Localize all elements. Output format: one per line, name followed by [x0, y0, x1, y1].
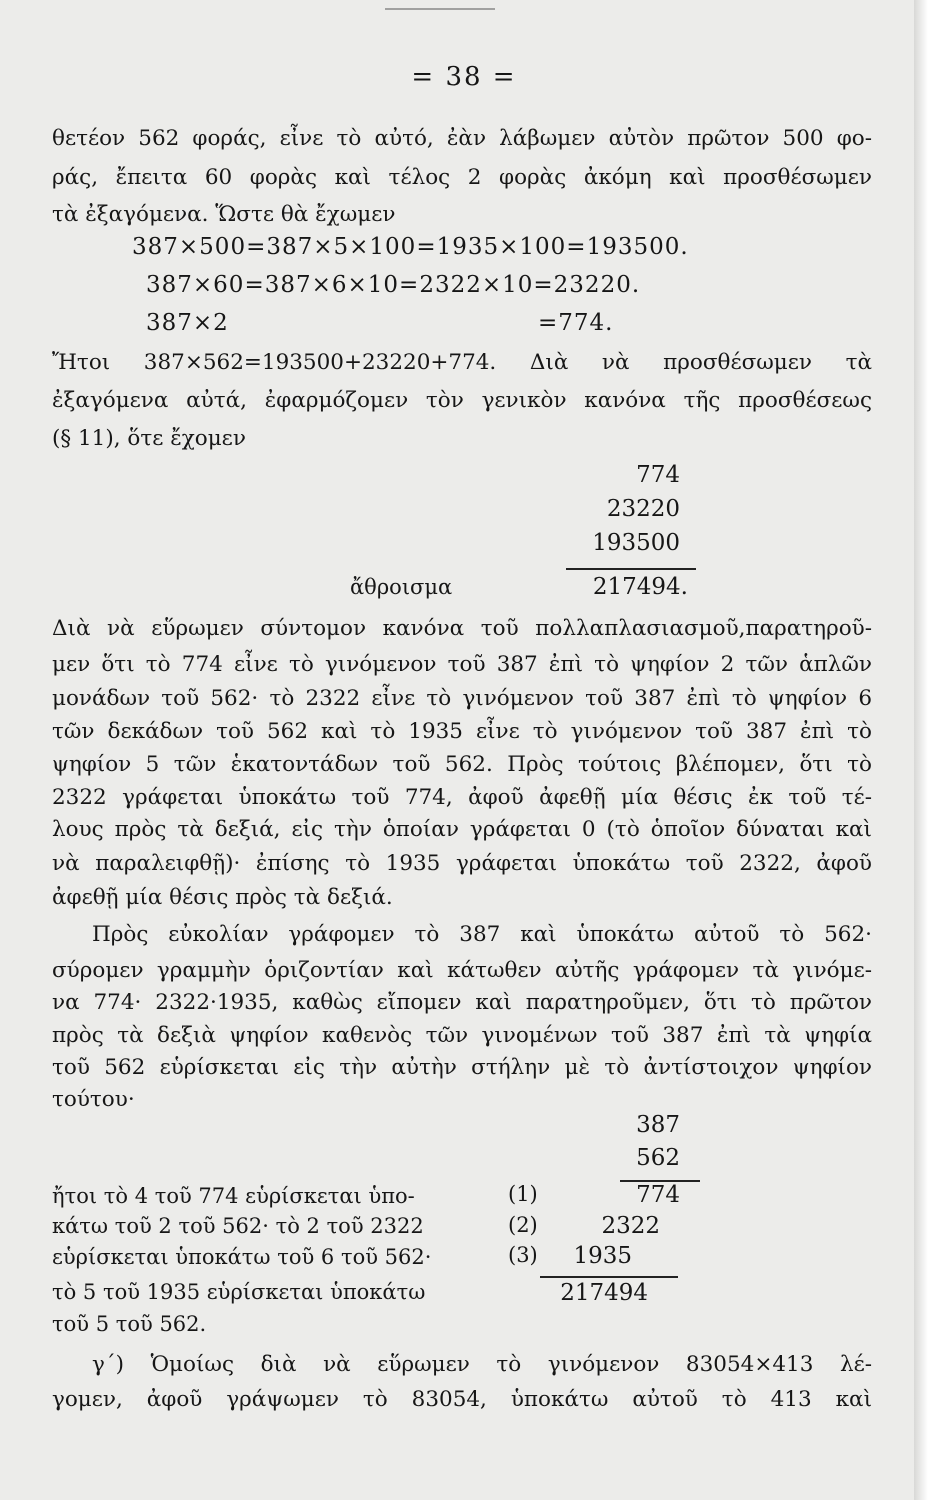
text-line: γομεν, ἀφοῦ γράψωμεν τὸ 83054, ὑποκάτω αὐτοῦ τὸ 413 καὶ	[52, 1387, 872, 1412]
text-line: (§ 11), ὅτε ἔχομεν	[52, 426, 246, 451]
text-line: τῶν δεκάδων τοῦ 562 καὶ τὸ 1935 εἶνε τὸ γινόμενον τοῦ 387 ἐπὶ τὸ	[52, 719, 872, 744]
equation: 387×60=387×6×10=2322×10=23220.	[146, 272, 641, 298]
marker: (2)	[508, 1213, 538, 1237]
text-line: 2322 γράφεται ὑποκάτω τοῦ 774, ἀφοῦ ἀφεθῇ μία θέσις ἐκ τοῦ τέ-	[52, 785, 872, 810]
equation: 387×500=387×5×100=1935×100=193500.	[132, 234, 689, 260]
partial-product: 2322	[601, 1213, 660, 1239]
text-line: θετέον 562 φοράς, εἶνε τὸ αὐτό, ἐὰν λάβωμεν αὐτὸν πρῶτον 500 φο-	[52, 126, 872, 151]
addend: 23220	[606, 496, 680, 522]
text-line: λους πρὸς τὰ δεξιά, εἰς τὴν ὁποίαν γράφεται 0 (τὸ ὁποῖον δύναται καὶ	[52, 817, 872, 842]
note-line: τοῦ 5 τοῦ 562.	[52, 1312, 207, 1336]
marker: (3)	[508, 1243, 538, 1267]
text-line: ψηφίον 5 τῶν ἑκατοντάδων τοῦ 562. Πρὸς τούτοις βλέπομεν, ὅτι τὸ	[52, 752, 872, 777]
marker: (1)	[508, 1182, 538, 1206]
text-line: ἀφεθῇ μία θέσις πρὸς τὰ δεξιά.	[52, 885, 393, 910]
note-line: κάτω τοῦ 2 τοῦ 562· τὸ 2 τοῦ 2322	[52, 1214, 424, 1238]
text-line: νὰ παραλειφθῇ)· ἐπίσης τὸ 1935 γράφεται ὑποκάτω τοῦ 2322, ἀφοῦ	[52, 851, 872, 876]
partial-product: 774	[636, 1182, 680, 1208]
text-line: ἐξαγόμενα αὐτά, ἐφαρμόζομεν τὸν γενικὸν κανόνα τῆς προσθέσεως	[52, 388, 872, 413]
partial-product: 1935	[573, 1243, 632, 1269]
text-line: τοῦ 562 εὑρίσκεται εἰς τὴν αὐτὴν στήλην μὲ τὸ ἀντίστοιχον ψηφίον	[52, 1055, 872, 1080]
page-number: = 38 =	[411, 62, 517, 92]
text-line: τούτου·	[52, 1087, 135, 1112]
page-edge	[914, 0, 928, 1500]
note-line: τὸ 5 τοῦ 1935 εὑρίσκεται ὑποκάτω	[52, 1280, 426, 1304]
mult-rule-bottom	[540, 1276, 678, 1278]
text-line: Πρὸς εὐκολίαν γράφομεν τὸ 387 καὶ ὑποκάτω αὐτοῦ τὸ 562·	[92, 922, 872, 947]
addend: 774	[636, 462, 680, 488]
multiplier: 562	[636, 1145, 680, 1171]
text-line: τὰ ἐξαγόμενα. Ὥστε θὰ ἔχωμεν	[52, 202, 396, 227]
note-line: εὑρίσκεται ὑποκάτω τοῦ 6 τοῦ 562·	[52, 1245, 432, 1269]
multiplicand: 387	[636, 1112, 680, 1138]
product: 217494	[560, 1280, 648, 1306]
text-line: γ΄) Ὁμοίως διὰ νὰ εὕρωμεν τὸ γινόμενον 83054×413 λέ-	[92, 1352, 872, 1377]
text-line: μεν ὅτι τὸ 774 εἶνε τὸ γινόμενον τοῦ 387 ἐπὶ τὸ ψηφίον 2 τῶν ἁπλῶν	[52, 652, 872, 677]
text-line: μονάδων τοῦ 562· τὸ 2322 εἶνε τὸ γινόμενον τοῦ 387 ἐπὶ τὸ ψηφίον 6	[52, 686, 872, 711]
text-line: σύρομεν γραμμὴν ὁριζοντίαν καὶ κάτωθεν αὐτῆς γράφομεν τὰ γινόμε-	[52, 958, 872, 983]
addend: 193500	[592, 530, 680, 556]
equation-result: =774.	[538, 310, 614, 336]
note-line: ἤτοι τὸ 4 τοῦ 774 εὑρίσκεται ὑπο-	[52, 1184, 415, 1208]
text-line: να 774· 2322·1935, καθὼς εἴπομεν καὶ παρατηροῦμεν, ὅτι τὸ πρῶτον	[52, 990, 872, 1015]
text-line: Διὰ νὰ εὕρωμεν σύντομον κανόνα τοῦ πολλαπλασιασμοῦ,παρατηροῦ-	[52, 616, 872, 641]
equation: 387×2	[146, 310, 229, 336]
sum-label: ἄθροισμα	[350, 575, 453, 599]
sum-total: 217494.	[592, 574, 688, 600]
text-line: ράς, ἔπειτα 60 φορὰς καὶ τέλος 2 φορὰς ἀκόμη καὶ προσθέσωμεν	[52, 165, 872, 190]
top-margin-mark	[385, 0, 495, 10]
sum-rule	[566, 568, 696, 570]
text-line: πρὸς τὰ δεξιὰ ψηφίον καθενὸς τῶν γινομένων τοῦ 387 ἐπὶ τὰ ψηφία	[52, 1023, 872, 1048]
text-line: Ἤτοι 387×562=193500+23220+774. Διὰ νὰ προσθέσωμεν τὰ	[52, 350, 872, 375]
